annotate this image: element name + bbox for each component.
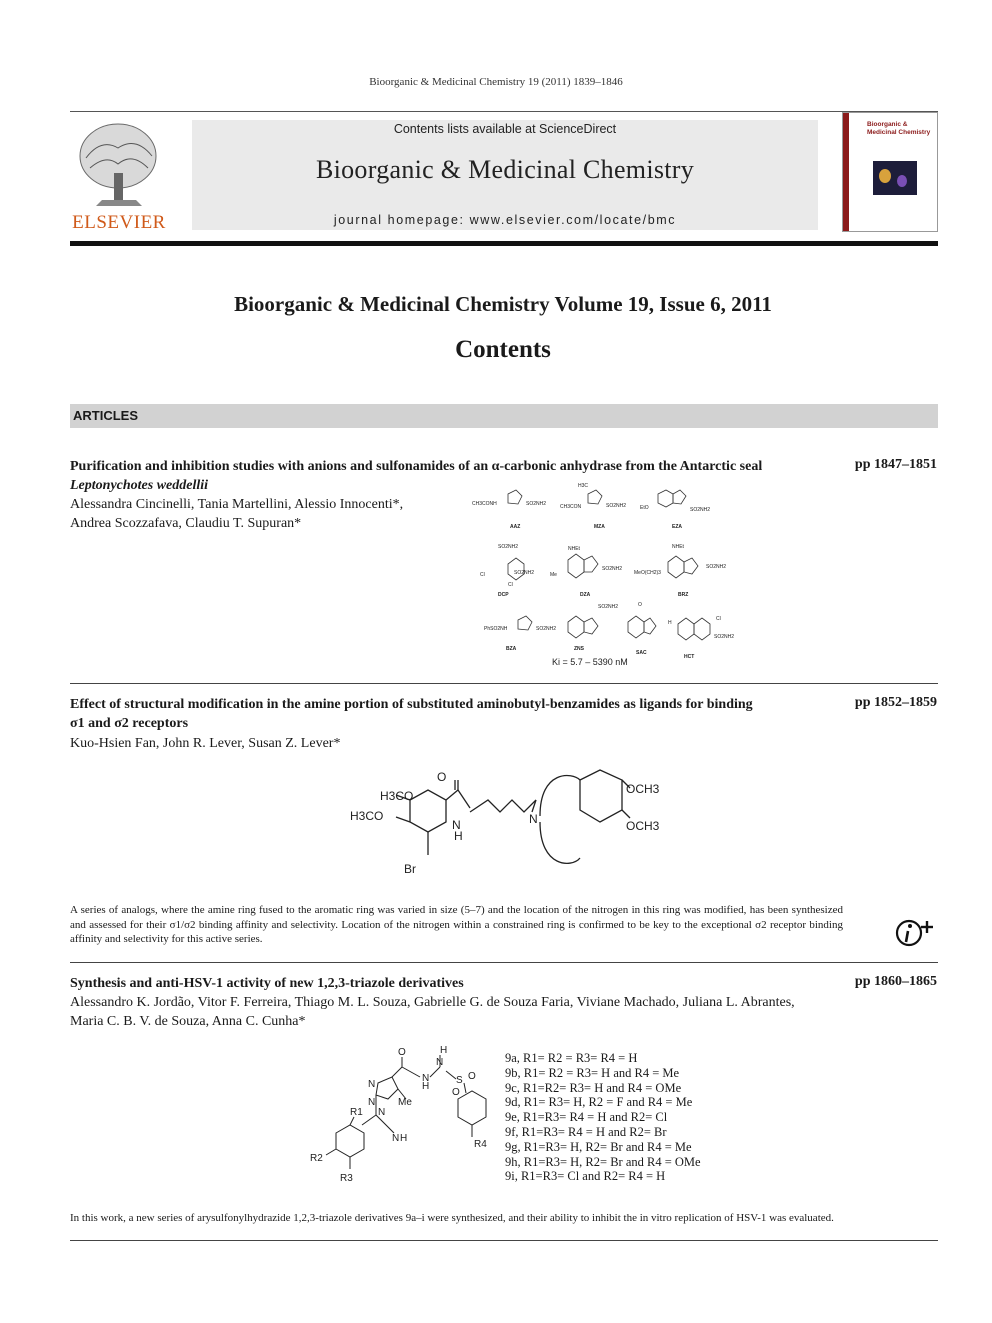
svg-text:SO2NH2: SO2NH2 (706, 564, 727, 570)
ki-range-note: Ki = 5.7 – 5390 nM (552, 657, 628, 667)
section-label: ARTICLES (73, 408, 138, 423)
svg-text:N: N (392, 1133, 400, 1144)
svg-text:NHEt: NHEt (672, 544, 684, 550)
svg-text:N: N (436, 1057, 444, 1068)
svg-text:N: N (422, 1073, 430, 1084)
compound-label: SAC (636, 650, 647, 656)
availability-note (192, 122, 818, 136)
svg-text:MeO(CH2)3: MeO(CH2)3 (634, 570, 661, 576)
derivative-item: 9e, R1=R3= R4 = H and R2= Cl (505, 1110, 668, 1125)
header-thick-rule (70, 241, 938, 246)
article-2-pages: pp 1852–1859 (854, 695, 937, 710)
svg-text:H: H (400, 1133, 408, 1144)
derivative-item: 9g, R1=R3= H, R2= Br and R4 = Me (505, 1139, 692, 1154)
svg-text:SO2NH2: SO2NH2 (690, 507, 711, 513)
header-top-rule (70, 111, 938, 112)
interactive-info-icon[interactable] (894, 915, 938, 951)
authors-line: Alessandro K. Jordão, Vitor F. Ferreira, Thiago M. L. Souza, Gabrielle G. de Souza Faria, Viviane Machado, Juliana L. Abrantes, (70, 995, 795, 1010)
availability-text[interactable]: Contents lists available at ScienceDirect (393, 122, 617, 136)
svg-text:SO2NH2: SO2NH2 (606, 503, 627, 509)
svg-text:SO2NH2: SO2NH2 (536, 626, 557, 632)
structure-label: H3CO (380, 789, 414, 803)
svg-text:PhSO2NH: PhSO2NH (484, 626, 508, 632)
cover-title: Bioorganic & Medicinal Chemistry (867, 121, 931, 136)
svg-text:Me: Me (550, 572, 557, 578)
compound-label: BRZ (678, 592, 689, 598)
svg-text:S: S (456, 1075, 463, 1086)
article-2-title[interactable] (70, 695, 830, 733)
article-separator (70, 962, 938, 963)
svg-text:R3: R3 (340, 1173, 353, 1184)
article-2-title-line1[interactable]: Effect of structural modification in the amine portion of substituted aminobutyl-benzamides as ligands for binding (70, 697, 753, 712)
svg-text:R1: R1 (350, 1107, 363, 1118)
elsevier-logo (66, 118, 172, 234)
article-2-abstract: A series of analogs, where the amine ring fused to the aromatic ring was varied in size (5–7) and the location of the nitrogen in this ring was modified, has been synthesized and assessed for their σ1/σ2 binding affinity and selectivity. Location of the nitrogen within a constrained ring is confirmed to be key to the exceptional σ2 receptor binding affinity and selectivity for this active series. (70, 904, 843, 945)
structure-label: OCH3 (626, 782, 660, 796)
derivative-item: 9c, R1=R2= R3= H and R4 = OMe (505, 1080, 682, 1095)
structure-label: O (437, 770, 447, 784)
compound-label: BZA (506, 646, 517, 652)
svg-text:H3C: H3C (578, 483, 589, 489)
svg-text:N: N (378, 1107, 386, 1118)
svg-text:O: O (452, 1087, 460, 1098)
compound-label: EZA (672, 524, 682, 530)
article-1-title-line1[interactable]: Purification and inhibition studies with anions and sulfonamides of an α-carbonic anhydrase from the Antarctic seal (70, 459, 763, 474)
derivative-item: 9h, R1=R3= H, R2= Br and R4 = OMe (505, 1154, 701, 1169)
compound-label: DCP (498, 592, 509, 598)
journal-cover-thumbnail (842, 112, 938, 232)
derivative-item: 9d, R1= R3= H, R2 = F and R4 = Me (505, 1095, 693, 1110)
article-3-title[interactable]: Synthesis and anti-HSV-1 activity of new 1,2,3-triazole derivatives (70, 976, 464, 991)
article-1-title-line2[interactable]: Leptonychotes weddellii (70, 478, 209, 493)
article-3-pages: pp 1860–1865 (854, 974, 937, 989)
volume-title: Bioorganic & Medicinal Chemistry Volume 19, Issue 6, 2011 (234, 292, 772, 316)
svg-text:Cl: Cl (480, 572, 485, 578)
article-separator (70, 1240, 938, 1241)
article-1-graphical-abstract (468, 478, 758, 672)
article-1-authors (70, 495, 403, 533)
structure-label: Br (404, 862, 416, 876)
svg-text:H: H (668, 620, 672, 626)
structure-label: OCH3 (626, 819, 660, 833)
svg-text:CH3CONH: CH3CONH (472, 501, 497, 507)
derivatives-list (505, 1051, 701, 1184)
structure-label: H (454, 829, 463, 843)
svg-text:SO2NH2: SO2NH2 (714, 634, 735, 640)
svg-text:H: H (440, 1045, 448, 1056)
svg-text:O: O (638, 602, 642, 608)
svg-text:N: N (368, 1079, 376, 1090)
compound-label: ZNS (574, 646, 584, 652)
journal-homepage-link[interactable]: journal homepage: www.elsevier.com/locate/bmc (333, 213, 677, 227)
authors-line: Maria C. B. V. de Souza, Anna C. Cunha* (70, 1014, 306, 1029)
svg-text:Me: Me (398, 1097, 412, 1108)
svg-text:R4: R4 (474, 1139, 487, 1150)
contents-heading: Contents (455, 336, 551, 363)
compound-label: MZA (594, 524, 605, 530)
article-separator (70, 683, 938, 684)
svg-text:EtO: EtO (640, 505, 649, 511)
article-2-graphical-abstract (340, 760, 700, 880)
section-bar (70, 404, 938, 428)
article-1-pages: pp 1847–1851 (854, 457, 937, 472)
article-2-authors: Kuo-Hsien Fan, John R. Lever, Susan Z. Lever* (70, 736, 341, 751)
derivative-item: 9a, R1= R2 = R3= R4 = H (505, 1051, 638, 1065)
derivative-item: 9f, R1=R3= R4 = H and R2= Br (505, 1124, 667, 1139)
svg-text:Cl: Cl (716, 616, 721, 622)
journal-title: Bioorganic & Medicinal Chemistry (315, 155, 695, 184)
article-2-title-line2[interactable]: σ1 and σ2 receptors (70, 716, 189, 731)
article-3-abstract: In this work, a new series of arysulfonylhydrazide 1,2,3-triazole derivatives 9a–i were synthesized, and their ability to inhibit the in vitro replication of HSV-1 was evaluated. (70, 1212, 834, 1224)
svg-text:Cl: Cl (508, 582, 513, 588)
svg-text:O: O (468, 1071, 476, 1082)
structure-label: H3CO (350, 809, 384, 823)
authors-line: Andrea Scozzafava, Claudiu T. Supuran* (70, 516, 302, 531)
compound-label: AAZ (510, 524, 521, 530)
compound-label: HCT (684, 654, 695, 660)
authors-line: Alessandra Cincinelli, Tania Martellini, Alessio Innocenti*, (70, 497, 404, 512)
journal-citation: Bioorganic & Medicinal Chemistry 19 (2011) 1839–1846 (369, 76, 623, 88)
svg-text:H: H (422, 1081, 430, 1092)
compound-label: DZA (580, 592, 591, 598)
structure-label: N (452, 818, 461, 832)
article-3-authors (70, 993, 840, 1031)
svg-text:NHEt: NHEt (568, 546, 580, 552)
derivative-item: 9i, R1=R3= Cl and R2= R4 = H (505, 1169, 666, 1184)
svg-text:N: N (368, 1097, 376, 1108)
structure-label: N (529, 812, 538, 826)
svg-text:SO2NH2: SO2NH2 (526, 501, 547, 507)
derivative-item: 9b, R1= R2 = R3= H and R4 = Me (505, 1065, 680, 1080)
svg-text:SO2NH2: SO2NH2 (602, 566, 623, 572)
svg-text:SO2NH2: SO2NH2 (598, 604, 619, 610)
article-3-graphical-abstract (306, 1043, 502, 1193)
cover-image (873, 161, 917, 195)
svg-text:O: O (398, 1047, 406, 1058)
svg-text:CH3CON: CH3CON (560, 504, 582, 510)
svg-text:SO2NH2: SO2NH2 (514, 570, 535, 576)
svg-text:SO2NH2: SO2NH2 (498, 544, 519, 550)
svg-text:R2: R2 (310, 1153, 323, 1164)
publisher-name: ELSEVIER (72, 212, 166, 233)
